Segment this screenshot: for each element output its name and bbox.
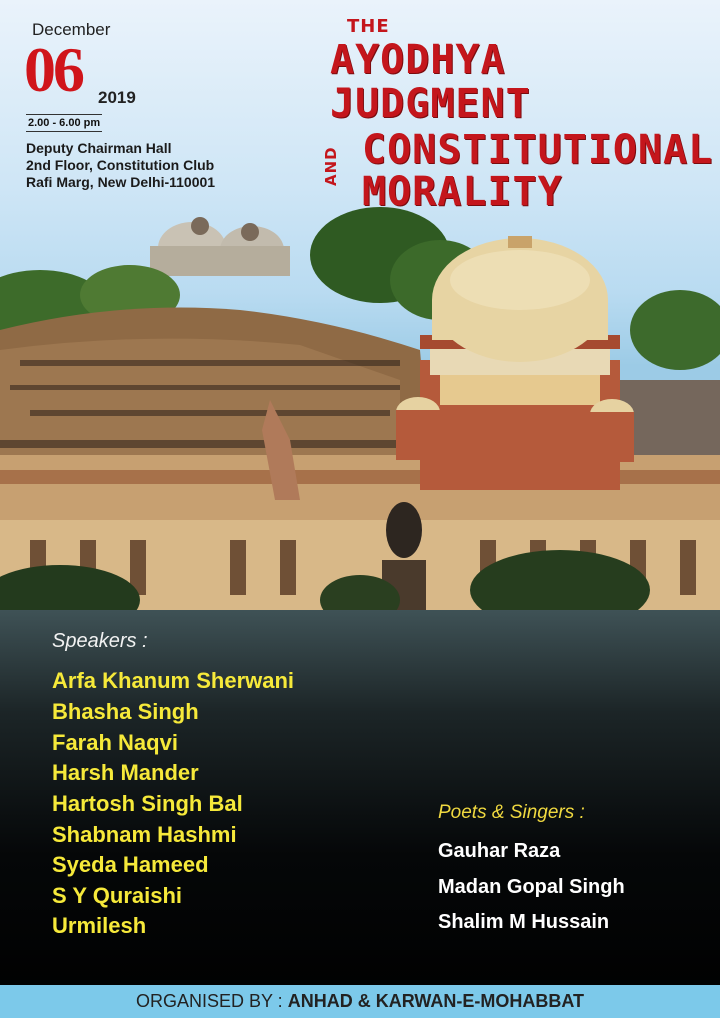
speaker-name: Shabnam Hashmi [52, 822, 237, 847]
title-and: AND [322, 146, 340, 186]
speakers-heading: Speakers : [52, 630, 148, 652]
title-the: THE [347, 16, 390, 37]
event-time: 2.00 - 6.00 pm [26, 114, 102, 132]
speaker-name: Hartosh Singh Bal [52, 791, 243, 816]
venue-line: Deputy Chairman Hall [26, 140, 172, 156]
event-month: December [32, 20, 111, 39]
speaker-name: Farah Naqvi [52, 730, 178, 755]
title-line-constitutional: CONSTITUTIONAL [362, 127, 714, 173]
speaker-name: Bhasha Singh [52, 699, 199, 724]
poets-heading: Poets & Singers : [438, 802, 585, 823]
speaker-name: Urmilesh [52, 913, 147, 938]
poet-name: Gauhar Raza [438, 840, 561, 862]
organiser-names: ANHAD & KARWAN-E-MOHABBAT [287, 991, 585, 1011]
organiser-prefix: ORGANISED BY : [135, 991, 283, 1011]
poet-name: Madan Gopal Singh [438, 876, 625, 898]
event-day: 06 [24, 34, 82, 105]
event-venue [26, 140, 215, 191]
speaker-name: Arfa Khanum Sherwani [52, 668, 295, 693]
event-year: 2019 [98, 88, 136, 107]
poet-name: Shalim M Hussain [438, 911, 610, 933]
title-line-ayodhya: AYODHYA [330, 37, 506, 83]
title-line-judgment: JUDGMENT [330, 81, 531, 127]
mosque-domes [150, 217, 290, 276]
organiser-text [0, 991, 720, 1012]
venue-line: Rafi Marg, New Delhi-110001 [26, 174, 216, 190]
speaker-name: Harsh Mander [52, 760, 199, 785]
organiser-footer [0, 985, 720, 1018]
speaker-name: Syeda Hameed [52, 852, 209, 877]
venue-line: 2nd Floor, Constitution Club [26, 157, 215, 173]
title-line-morality: MORALITY [362, 169, 563, 215]
speaker-name: S Y Quraishi [52, 883, 183, 908]
